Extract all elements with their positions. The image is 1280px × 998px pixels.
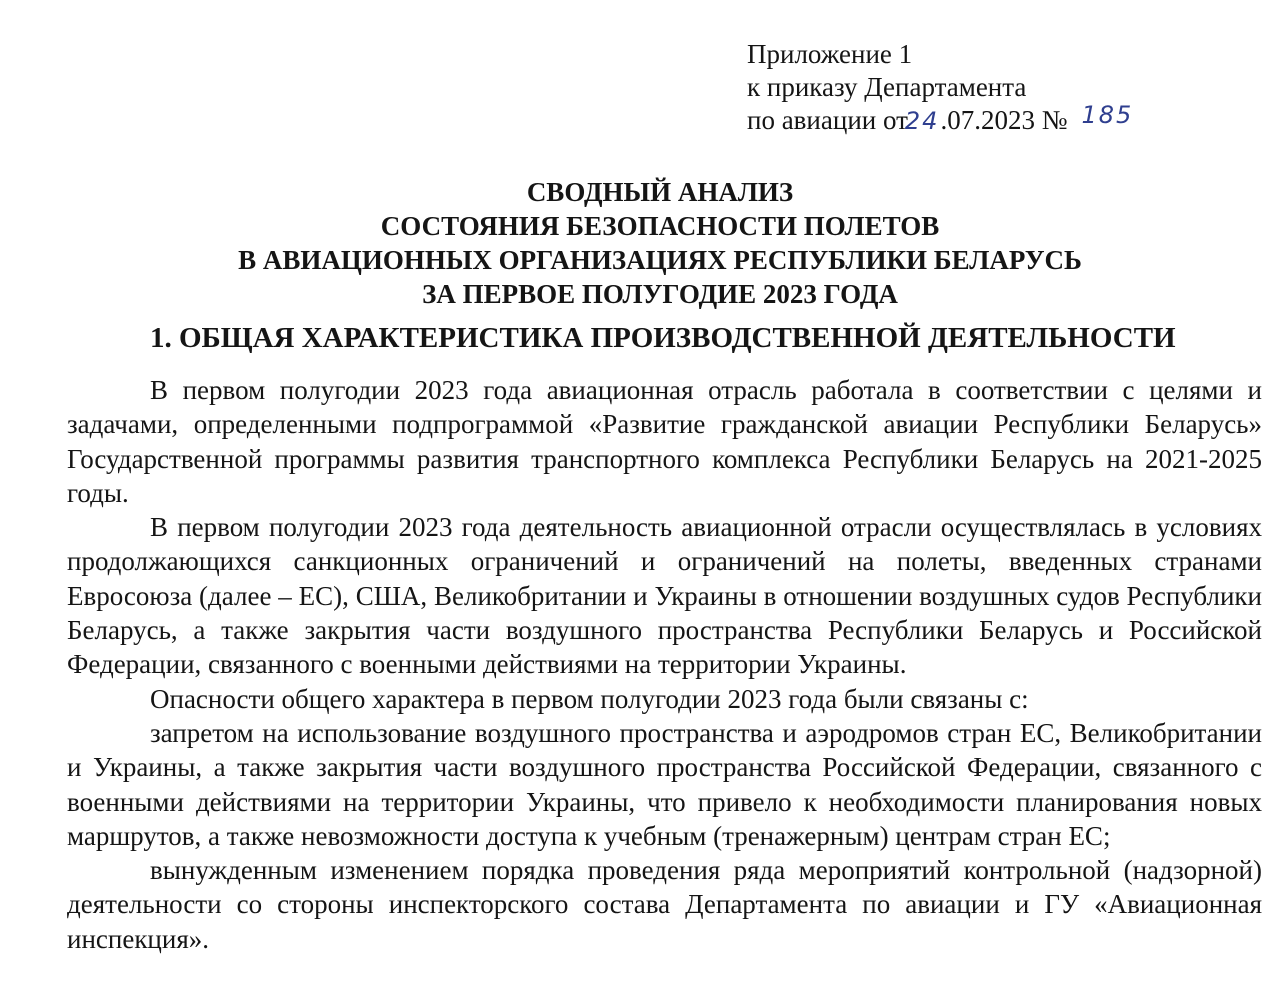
annex-line-2: к приказу Департамента xyxy=(747,72,1027,102)
section-1-heading: 1. ОБЩАЯ ХАРАКТЕРИСТИКА ПРОИЗВОДСТВЕННОЙ ДЕЯТЕЛЬНОСТИ xyxy=(150,322,1176,354)
annex-date-prefix: по авиации от xyxy=(747,105,908,135)
handwritten-order-number: 185 xyxy=(1081,101,1134,129)
annex-line-3 xyxy=(747,101,1134,138)
paragraph-1: В первом полугодии 2023 года авиационная отрасль работала в соответствии с целями и задачами, определенными подпрограммой «Развитие гражданской авиации Республики Беларусь» Государственной программы развития транспортного комплекса Республики Беларусь на 2021-2025 годы. xyxy=(67,375,1262,508)
document-title xyxy=(0,175,1280,311)
title-line-4: ЗА ПЕРВОЕ ПОЛУГОДИЕ 2023 ГОДА xyxy=(422,279,898,309)
paragraph-2: В первом полугодии 2023 года деятельность авиационной отрасли осуществлялась в условиях продолжающихся санкционных ограничений и ограничений на полеты, введенных странами Евросоюза (далее – ЕС), США, Великобритании и Украины в отношении воздушных судов Республики Беларусь, а также закрытия части воздушного пространства Республики Беларусь и Российской Федерации, связанного с военными действиями на территории Украины. xyxy=(67,512,1262,680)
annex-header xyxy=(747,38,1133,138)
paragraph-5: вынужденным изменением порядка проведения ряда мероприятий контрольной (надзорной) деятельности со стороны инспекторского состава Департамента по авиации и ГУ «Авиационная инспекция». xyxy=(67,855,1262,954)
paragraph-3: Опасности общего характера в первом полугодии 2023 года были связаны с: xyxy=(150,683,1029,714)
title-line-1: СВОДНЫЙ АНАЛИЗ xyxy=(526,177,794,207)
annex-date-rest: .07.2023 № xyxy=(940,105,1068,135)
title-line-2: СОСТОЯНИЯ БЕЗОПАСНОСТИ ПОЛЕТОВ xyxy=(380,211,940,241)
handwritten-day: 24 xyxy=(904,107,940,135)
title-line-3: В АВИАЦИОННЫХ ОРГАНИЗАЦИЯХ РЕСПУБЛИКИ БЕЛАРУСЬ xyxy=(238,245,1082,275)
paragraph-4: запретом на использование воздушного пространства и аэродромов стран ЕС, Великобритании и Украины, а также закрытия части воздушного пространства Российской Федерации, связанного с военными действиями на территории Украины, что привело к необходимости планирования новых маршрутов, а также невозможности доступа к учебным (тренажерным) центрам стран ЕС; xyxy=(67,717,1262,851)
section-1-body xyxy=(67,373,1262,956)
annex-line-1: Приложение 1 xyxy=(747,39,913,69)
